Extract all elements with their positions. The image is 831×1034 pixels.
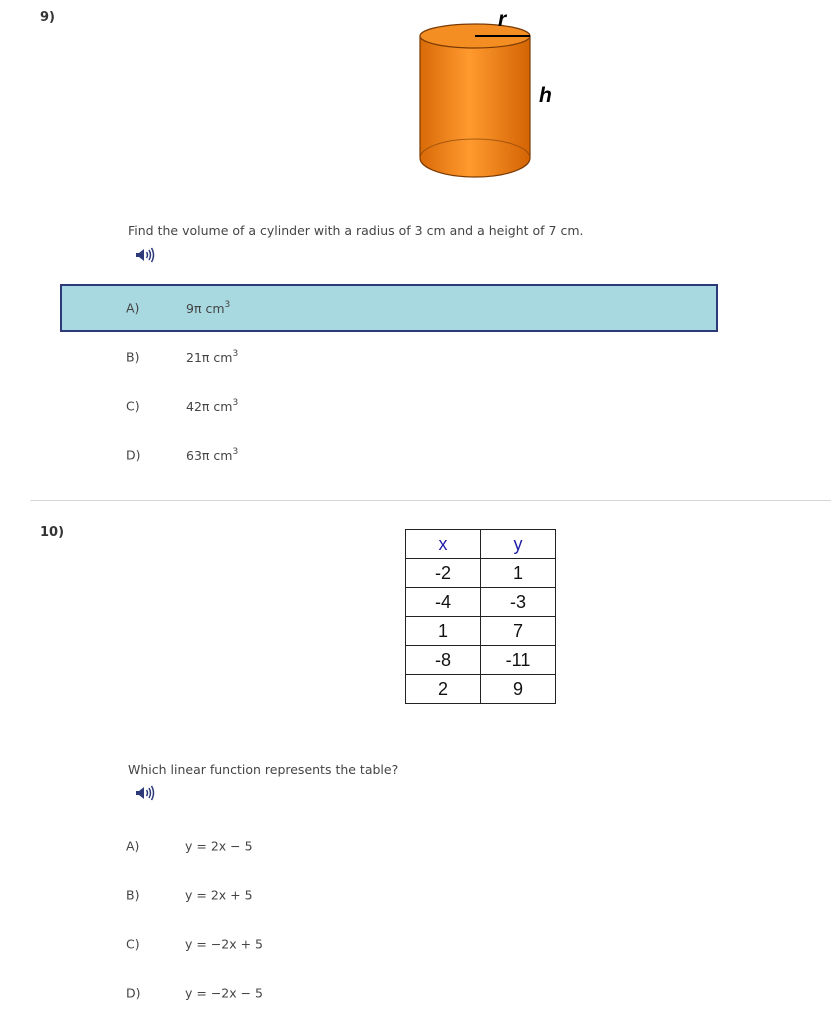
q9-choice-b[interactable]: [60, 334, 718, 380]
choice-letter: B): [126, 887, 140, 903]
table-cell: -4: [406, 588, 481, 617]
question-divider: [30, 500, 831, 501]
table-cell: -2: [406, 559, 481, 588]
table-row: [406, 559, 556, 588]
choice-text: 21π $cm^3$: [186, 349, 239, 365]
question-10-prompt: Which linear function represents the table?: [128, 762, 399, 777]
radius-label: r: [498, 8, 507, 31]
question-9-prompt: Find the volume of a cylinder with a radius of 3 cm and a height of 7 cm.: [128, 223, 584, 238]
choice-text: y = −2x − 5: [185, 985, 264, 1001]
table-cell: 7: [481, 617, 556, 646]
q10-choice-b[interactable]: [60, 872, 718, 918]
table-cell: 2: [406, 675, 481, 704]
table-row: [406, 617, 556, 646]
q10-choice-c[interactable]: [60, 921, 718, 967]
table-cell: -3: [481, 588, 556, 617]
choice-letter: B): [126, 349, 140, 365]
choice-text: y = 2x + 5: [185, 887, 253, 903]
q9-choice-a[interactable]: [60, 284, 718, 332]
table-header-y: y: [481, 530, 556, 559]
table-cell: 1: [481, 559, 556, 588]
table-cell: 9: [481, 675, 556, 704]
height-label: h: [539, 84, 552, 107]
choice-letter: A): [126, 838, 140, 854]
table-header-x: x: [406, 530, 481, 559]
choice-text: 63π $cm^3$: [186, 447, 239, 463]
choice-letter: D): [126, 447, 141, 463]
choice-text: y = −2x + 5: [185, 936, 264, 952]
q10-choice-a[interactable]: [60, 823, 718, 869]
choice-text: 9π $cm^3$: [186, 300, 231, 316]
table-cell: -8: [406, 646, 481, 675]
table-cell: -11: [481, 646, 556, 675]
cylinder-figure: [414, 18, 538, 184]
choice-text: 42π $cm^3$: [186, 398, 239, 414]
question-10-number: 10): [40, 525, 65, 540]
speaker-icon[interactable]: [134, 784, 156, 802]
speaker-icon[interactable]: [134, 246, 156, 264]
choice-letter: D): [126, 985, 141, 1001]
question-9-number: 9): [40, 10, 55, 25]
choice-letter: C): [126, 936, 140, 952]
table-row: [406, 588, 556, 617]
choice-letter: A): [126, 300, 140, 316]
choice-text: y = 2x − 5: [185, 838, 253, 854]
q9-choice-d[interactable]: [60, 432, 718, 478]
table-row: [406, 675, 556, 704]
table-row: [406, 646, 556, 675]
choice-letter: C): [126, 398, 140, 414]
xy-table: [405, 529, 556, 704]
table-cell: 1: [406, 617, 481, 646]
q10-choice-d[interactable]: [60, 970, 718, 1016]
q9-choice-c[interactable]: [60, 383, 718, 429]
table-header-row: [406, 530, 556, 559]
